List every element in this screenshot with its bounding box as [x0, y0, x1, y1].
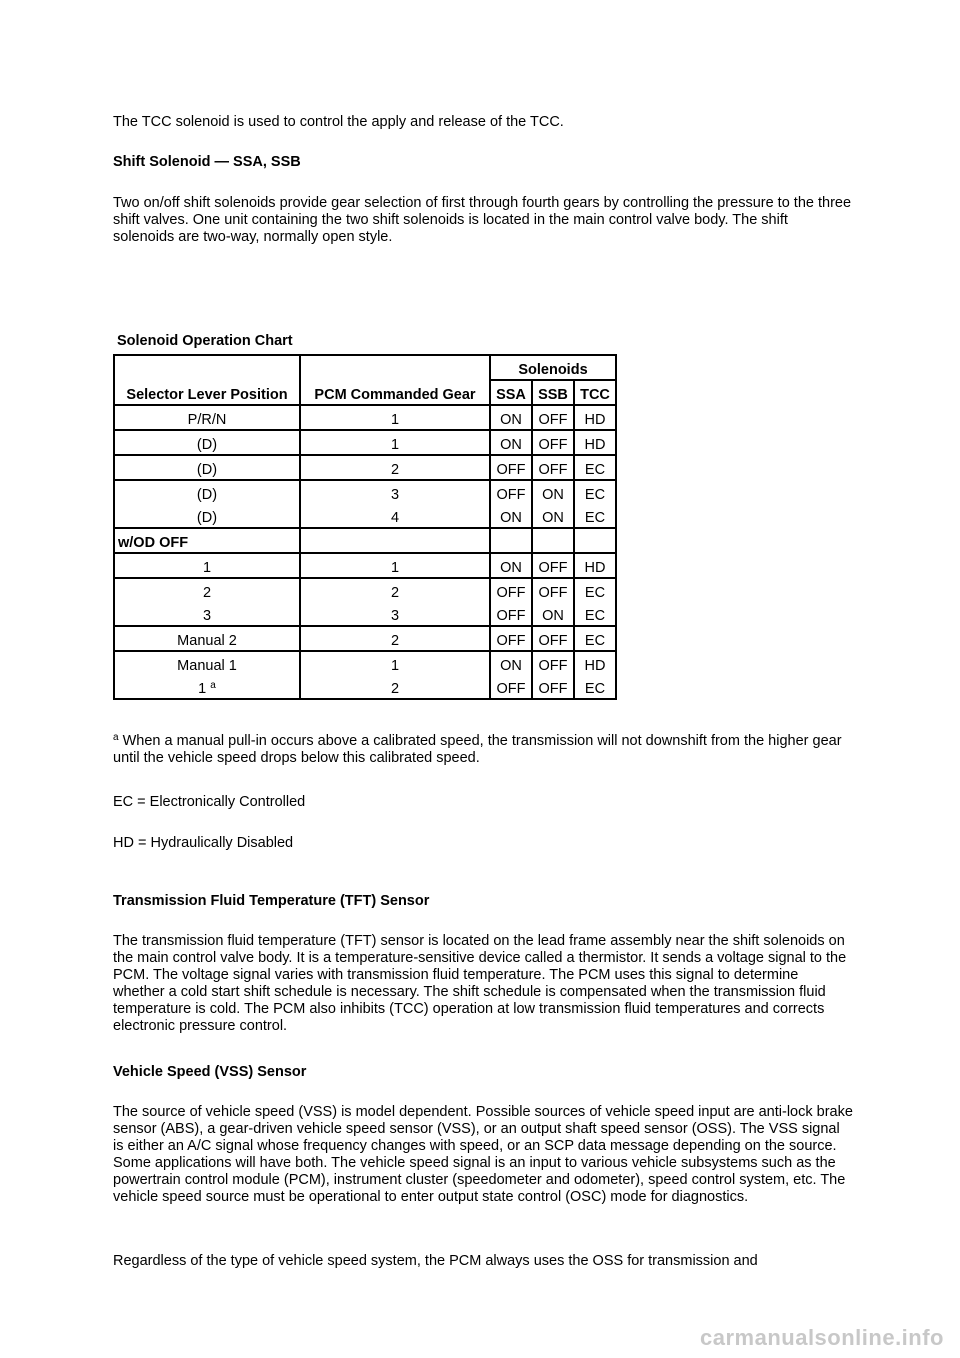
- cell-ssa: OFF: [490, 626, 532, 651]
- tft-paragraph: The transmission fluid temperature (TFT) sensor is located on the lead frame assembly near the shift solenoids on the main control valve body. It is a temperature-sensitive device called a thermistor. It sends a voltage signal to the PCM. The voltage signal varies with transmission fluid temperature. The PCM uses this signal to determine whether a cold start shift schedule is necessary. The shift schedule is compensated when the transmission fluid temperature is cold. The PCM also inhibits (TCC) operation at low transmission fluid temperatures and corrects electronic pressure control.: [113, 933, 847, 1034]
- cell-ssb: OFF: [532, 405, 574, 430]
- footnote-mark: a: [113, 732, 119, 743]
- table-row: [114, 504, 616, 528]
- cell-tcc: EC: [574, 675, 616, 699]
- cell-pos: (D): [114, 504, 300, 528]
- vss-heading: Vehicle Speed (VSS) Sensor: [113, 1064, 307, 1080]
- cell-ssb: ON: [532, 602, 574, 626]
- cell-ssb: OFF: [532, 626, 574, 651]
- table-header-row: [114, 380, 616, 405]
- cell-gear: 1: [300, 651, 490, 675]
- cell-gear: 3: [300, 480, 490, 504]
- cell-gear: 2: [300, 675, 490, 699]
- cell-ssa: OFF: [490, 602, 532, 626]
- table-row: [114, 578, 616, 602]
- cell-ssa: ON: [490, 651, 532, 675]
- cell-pos: 3: [114, 602, 300, 626]
- tft-heading: Transmission Fluid Temperature (TFT) Sensor: [113, 893, 430, 909]
- cell-ssb: OFF: [532, 675, 574, 699]
- table-row: [114, 430, 616, 455]
- cell-ssb: ON: [532, 480, 574, 504]
- cell-gear: [300, 528, 490, 553]
- cell-pos: Manual 2: [114, 626, 300, 651]
- table-row: [114, 455, 616, 480]
- header-tcc: TCC: [574, 380, 616, 405]
- cell-pos: w/OD OFF: [114, 528, 300, 553]
- cell-ssb: ON: [532, 504, 574, 528]
- intro-paragraph: The TCC solenoid is used to control the apply and release of the TCC.: [113, 114, 564, 130]
- cell-pos: (D): [114, 455, 300, 480]
- cell-pos: P/R/N: [114, 405, 300, 430]
- table-row: [114, 528, 616, 553]
- cell-ssa: OFF: [490, 578, 532, 602]
- cell-tcc: [574, 528, 616, 553]
- cell-tcc: HD: [574, 553, 616, 578]
- cell-pos: [114, 675, 300, 699]
- cell-tcc: EC: [574, 504, 616, 528]
- cell-tcc: EC: [574, 626, 616, 651]
- cell-ssa: ON: [490, 553, 532, 578]
- cell-ssa: OFF: [490, 455, 532, 480]
- table-row: [114, 602, 616, 626]
- cell-tcc: EC: [574, 455, 616, 480]
- table-row: [114, 553, 616, 578]
- header-ssa: SSA: [490, 380, 532, 405]
- cell-pos: (D): [114, 480, 300, 504]
- cell-pos: 2: [114, 578, 300, 602]
- watermark: carmanualsonline.info: [700, 1325, 944, 1350]
- cell-tcc: EC: [574, 578, 616, 602]
- legend-hd: HD = Hydraulically Disabled: [113, 835, 294, 851]
- table-group-header-row: [114, 355, 616, 380]
- cell-gear: 1: [300, 553, 490, 578]
- footnote: $^a$ When a manual pull-in occurs above a calibrated speed, the transmission will not downshift from the higher gear until the vehicle speed drops below this calibrated speed.: [113, 732, 842, 766]
- table-row: [114, 480, 616, 504]
- cell-ssb: [532, 528, 574, 553]
- cell-ssb: OFF: [532, 430, 574, 455]
- shift-solenoid-heading: Shift Solenoid — SSA, SSB: [113, 154, 301, 170]
- footnote-ref: a: [210, 680, 216, 691]
- cell-gear: 3: [300, 602, 490, 626]
- table-row: [114, 405, 616, 430]
- cell-gear: 1: [300, 405, 490, 430]
- cell-tcc: EC: [574, 602, 616, 626]
- shift-solenoid-paragraph: Two on/off shift solenoids provide gear selection of first through fourth gears by controlling the pressure to the three shift valves. One unit containing the two shift solenoids is located in the main control valve body. The shift solenoids are two-way, normally open style.: [113, 195, 852, 245]
- legend-ec: EC = Electronically Controlled: [113, 794, 306, 810]
- last-paragraph: Regardless of the type of vehicle speed system, the PCM always uses the OSS for transmission and: [113, 1253, 758, 1269]
- cell-ssa: OFF: [490, 480, 532, 504]
- chart-title: Solenoid Operation Chart: [117, 333, 293, 349]
- table-row: [114, 651, 616, 675]
- cell-tcc: HD: [574, 430, 616, 455]
- cell-gear: 2: [300, 578, 490, 602]
- table-row: [114, 626, 616, 651]
- cell-pos: Manual 1: [114, 651, 300, 675]
- table-row: [114, 675, 616, 699]
- cell-gear: 4: [300, 504, 490, 528]
- solenoids-group-header: Solenoids: [490, 355, 616, 380]
- header-selector-lever-position: Selector Lever Position: [114, 380, 300, 405]
- cell-ssa: ON: [490, 504, 532, 528]
- cell-gear: 1: [300, 430, 490, 455]
- cell-tcc: HD: [574, 405, 616, 430]
- cell-tcc: HD: [574, 651, 616, 675]
- cell-ssa: ON: [490, 405, 532, 430]
- cell-tcc: EC: [574, 480, 616, 504]
- cell-gear: 2: [300, 455, 490, 480]
- header-ssb: SSB: [532, 380, 574, 405]
- cell-ssa: [490, 528, 532, 553]
- cell-ssa: OFF: [490, 675, 532, 699]
- header-pcm-commanded-gear: PCM Commanded Gear: [300, 380, 490, 405]
- cell-pos: 1: [114, 553, 300, 578]
- cell-ssa: ON: [490, 430, 532, 455]
- cell-ssb: OFF: [532, 553, 574, 578]
- cell-ssb: OFF: [532, 651, 574, 675]
- cell-pos-text: 1: [198, 681, 207, 697]
- cell-pos: (D): [114, 430, 300, 455]
- cell-ssb: OFF: [532, 455, 574, 480]
- vss-paragraph: The source of vehicle speed (VSS) is model dependent. Possible sources of vehicle speed input are anti-lock brake sensor (ABS), a gear-driven vehicle speed sensor (VSS), or an output shaft speed sensor (OSS). The VSS signal is either an A/C signal whose frequency changes with speed, or an SCP data message depending on the source. Some applications will have both. The vehicle speed signal is an input to various vehicle subsystems such as the powertrain control module (PCM), instrument cluster (speedometer and odometer), speed control system, etc. The vehicle speed source must be operational to enter output state control (OSC) mode for diagnostics.: [113, 1104, 853, 1205]
- solenoid-operation-table: [113, 354, 617, 700]
- cell-gear: 2: [300, 626, 490, 651]
- cell-ssb: OFF: [532, 578, 574, 602]
